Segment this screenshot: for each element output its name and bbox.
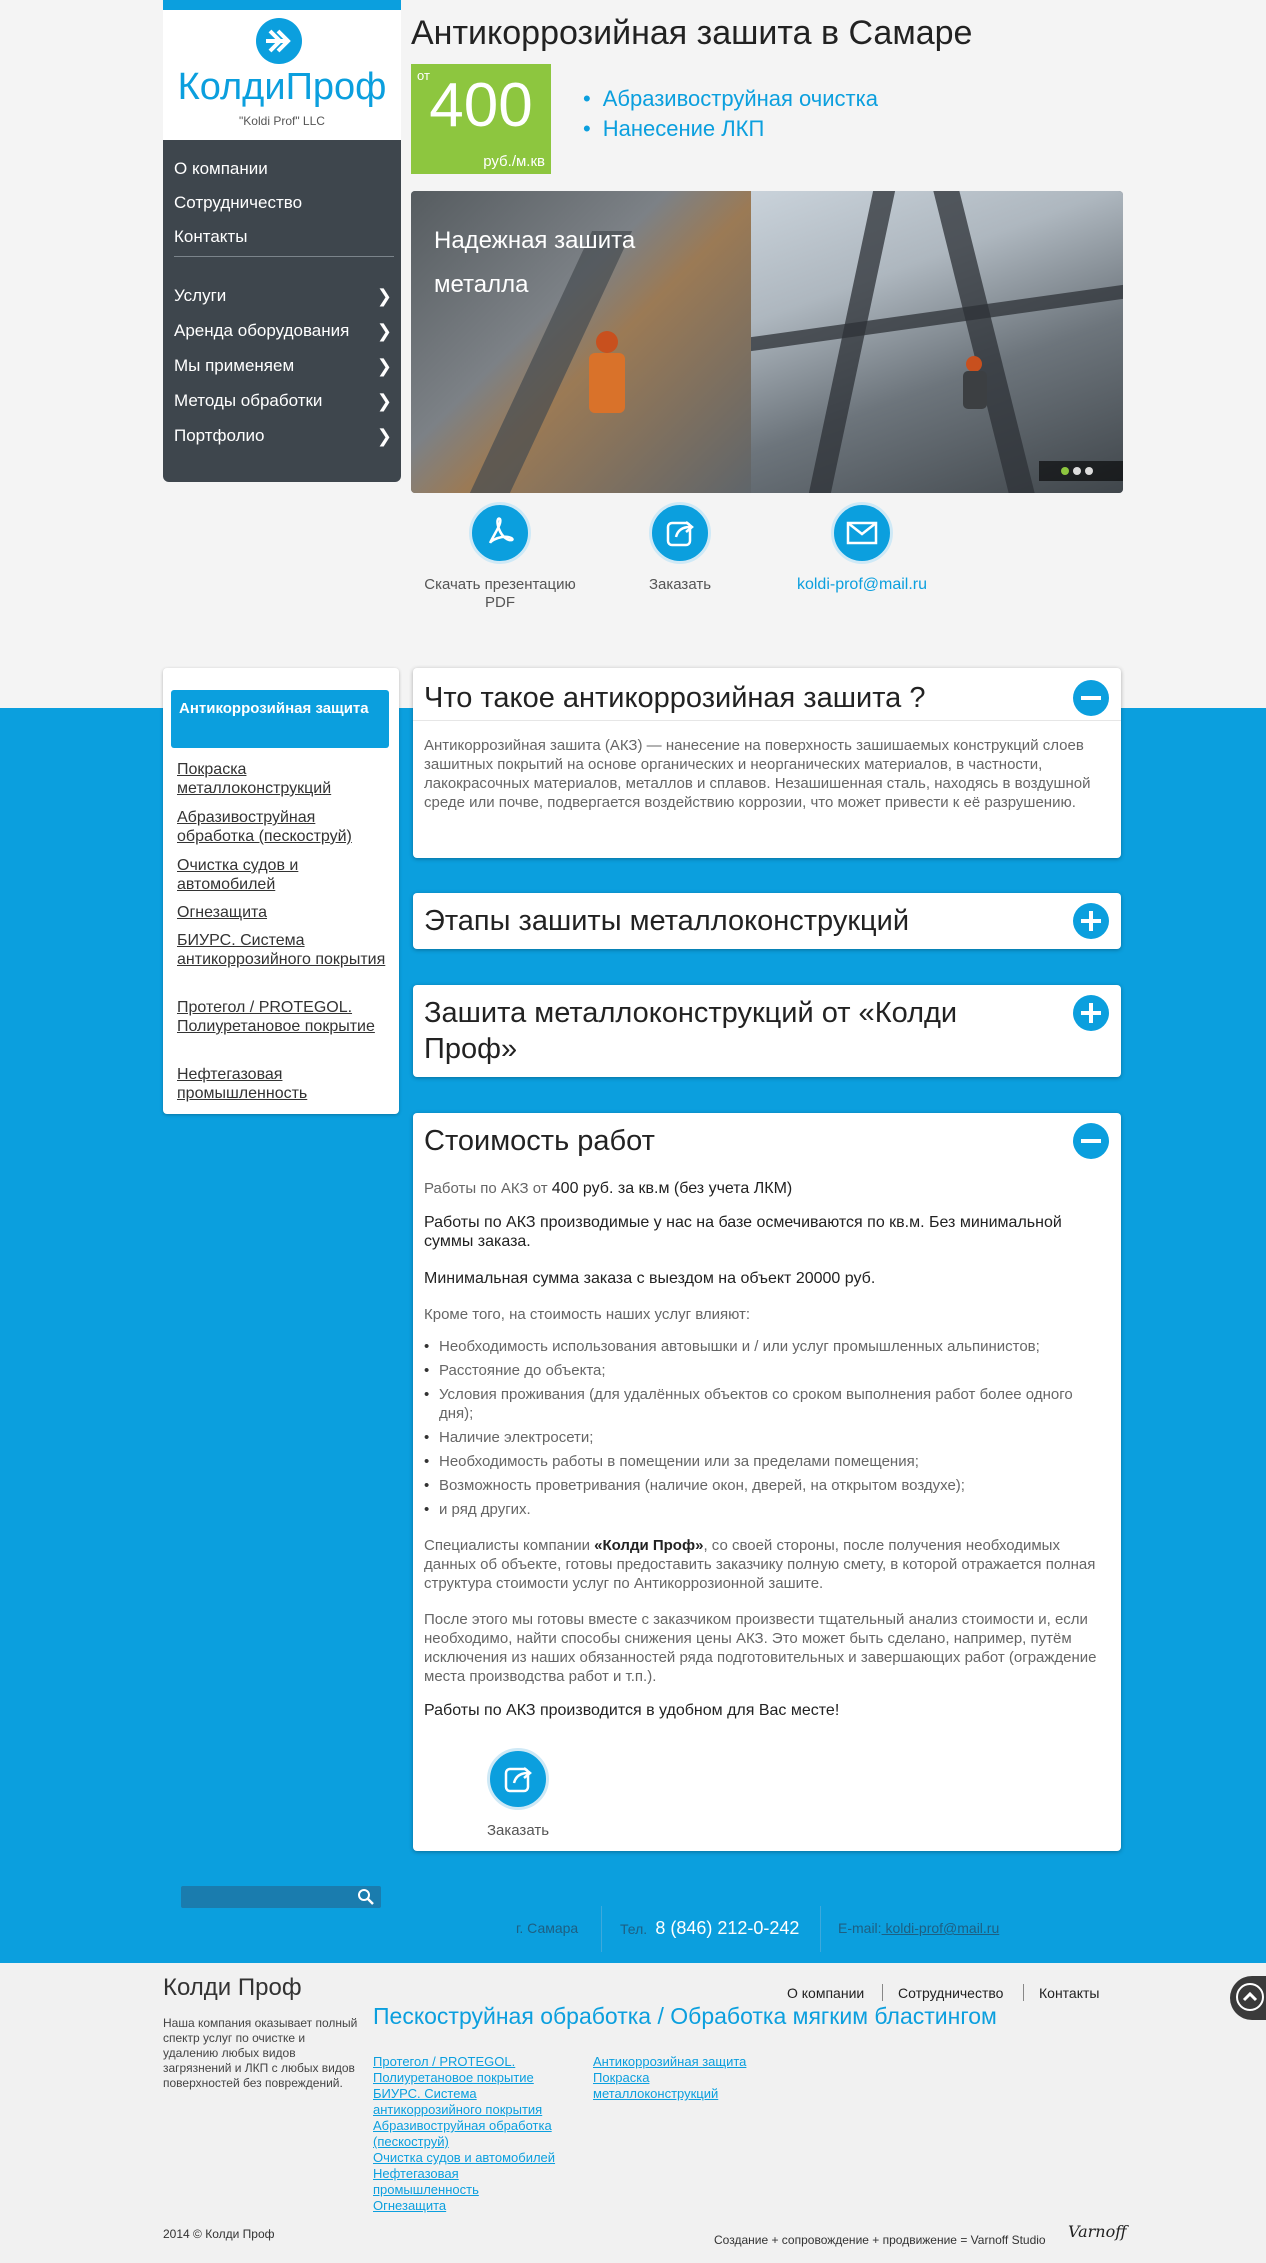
slider-pagination xyxy=(1039,461,1123,481)
chevron-right-icon: ❯ xyxy=(376,426,392,446)
email-action[interactable] xyxy=(776,502,948,594)
list-item: • Необходимость использования автовышки и / или услуг промышленных альпинистов; xyxy=(424,1337,1104,1356)
cost-location-note: Работы по АКЗ производится в удобном для Вас месте! xyxy=(424,1702,840,1719)
footer-description: Наша компания оказывает полный спектр услуг по очистке и удалению любых видов загрязнений и ЛКП с любых видов поверхностей без повреждений. xyxy=(163,2016,358,2090)
footer-link[interactable]: БИУРС. Система антикоррозийного покрытия xyxy=(373,2086,543,2117)
chevron-right-icon: ❯ xyxy=(376,321,392,341)
sidebar-item-active[interactable]: Антикоррозийная защита xyxy=(171,690,389,748)
service-item[interactable]: • Абразивоструйная очистка xyxy=(583,84,878,114)
sidebar-link[interactable]: Огнезащита xyxy=(177,904,268,921)
footer-link[interactable]: Покраска металлоконструкций xyxy=(593,2070,719,2101)
share-icon xyxy=(487,1748,549,1810)
accordion-stages xyxy=(413,893,1121,949)
chevron-right-icon: ❯ xyxy=(376,391,392,411)
menu-item-equipment-rental[interactable]: Аренда оборудования ❯ xyxy=(174,314,394,348)
collapse-toggle-icon[interactable] xyxy=(1073,680,1109,716)
cost-factors-intro: Кроме того, на стоимость наших услуг влияют: xyxy=(424,1306,751,1323)
divider xyxy=(882,1984,883,2001)
order-button[interactable] xyxy=(463,1748,573,1840)
cost-analysis-text: После этого мы готовы вместе с заказчиком произвести тщательный анализ стоимости и, если необходимо, найти способы снижения цены АКЗ. Это может быть сделано, например, путём исключения из наших обязанностей ряда подготовительных и завершающих работ (ограждение места производства работ и т.п.). xyxy=(424,1611,1097,1685)
logo[interactable] xyxy=(163,0,401,140)
list-item: • и ряд других. xyxy=(424,1500,1104,1519)
menu-divider xyxy=(174,256,394,257)
footer-copyright: 2014 © Колди Проф xyxy=(163,2227,275,2241)
cost-price-line: Работы по АКЗ от 400 руб. за кв.м (без учета ЛКМ) xyxy=(424,1180,793,1197)
contact-email[interactable]: E-mail: koldi-prof@mail.ru xyxy=(838,1920,1000,1936)
worker-figure xyxy=(963,371,987,409)
footer-link[interactable]: Антикоррозийная защита xyxy=(593,2054,747,2069)
accordion-title[interactable]: Стоимость работ xyxy=(424,1125,655,1157)
contact-city: г. Самара xyxy=(516,1920,579,1936)
contact-phone: Тел. 8 (846) 212-0-242 xyxy=(620,1918,800,1938)
main-menu xyxy=(163,140,401,482)
price-unit: руб./м.кв xyxy=(483,153,545,170)
cost-factors-list xyxy=(424,1337,1104,1524)
list-item: • Расстояние до объекта; xyxy=(424,1361,1104,1380)
divider xyxy=(413,720,1121,721)
expand-toggle-icon[interactable] xyxy=(1073,995,1109,1031)
search-icon[interactable] xyxy=(357,1888,375,1911)
sidebar-link[interactable]: Очистка судов и автомобилей xyxy=(177,857,299,893)
slider-dot-active[interactable] xyxy=(1061,467,1069,475)
menu-item-portfolio[interactable]: Портфолио ❯ xyxy=(174,419,394,453)
footer-link[interactable]: Нефтегазовая промышленность xyxy=(373,2166,479,2197)
menu-item-services[interactable]: Услуги ❯ xyxy=(174,279,394,313)
sidebar-link[interactable]: Покраска металлоконструкций xyxy=(177,761,332,797)
price-badge xyxy=(411,64,551,174)
footer-nav-about[interactable]: О компании xyxy=(787,1985,865,2001)
cost-base-note: Работы по АКЗ производимые у нас на базе осмечиваются по кв.м. Без минимальной суммы заказа. xyxy=(424,1214,1062,1250)
accordion-title[interactable]: Зашита металлоконструкций от «Колди Проф» xyxy=(424,997,958,1065)
menu-item-methods[interactable]: Методы обработки ❯ xyxy=(174,384,394,418)
pdf-icon xyxy=(469,502,531,564)
slider-dot[interactable] xyxy=(1085,467,1093,475)
sidebar-link[interactable]: Абразивоструйная обработка (пескоструй) xyxy=(177,809,352,845)
worker-helmet xyxy=(596,331,618,353)
slider-caption: Надежная зашита металла xyxy=(434,227,636,298)
cost-min-order: Минимальная сумма заказа с выездом на объект 20000 руб. xyxy=(424,1270,876,1287)
order-label: Заказать xyxy=(486,1822,550,1839)
footer-credit[interactable]: Создание + сопровождение + продвижение = Varnoff Studio xyxy=(714,2233,1046,2247)
sidebar-link[interactable]: Нефтегазовая промышленность xyxy=(177,1066,308,1102)
logo-name: КолдиПроф xyxy=(177,66,387,108)
scroll-up-button[interactable] xyxy=(1230,1976,1266,2020)
footer-link[interactable]: Абразивоструйная обработка (пескоструй) xyxy=(373,2118,552,2149)
share-icon xyxy=(649,502,711,564)
expand-toggle-icon[interactable] xyxy=(1073,903,1109,939)
logo-arrow-icon xyxy=(256,18,302,64)
order-action[interactable] xyxy=(620,502,740,594)
menu-item-contacts[interactable]: Контакты xyxy=(174,227,248,246)
download-pdf-label: Скачать презентацию PDF xyxy=(424,576,576,611)
menu-item-about[interactable]: О компании xyxy=(174,159,268,178)
accordion-title[interactable]: Что такое антикоррозийная зашита ? xyxy=(424,682,926,714)
footer-link[interactable]: Огнезащита xyxy=(373,2198,447,2213)
services-list xyxy=(583,84,878,144)
page-title: Антикоррозийная зашита в Самаре xyxy=(411,14,973,52)
cost-specialists-text: Специалисты компании «Колди Проф», со своей стороны, после получения необходимых данных об объекте, готовы предоставить заказчику полную смету, в которой отражается полная структура стоимости услуг по Антикоррозионной зашите. xyxy=(424,1537,1096,1592)
order-label: Заказать xyxy=(648,576,712,593)
footer-heading: Пескоструйная обработка / Обработка мягким бластингом xyxy=(373,2003,997,2029)
studio-logo[interactable]: Varnoff xyxy=(1068,2222,1127,2241)
service-item[interactable]: • Нанесение ЛКП xyxy=(583,114,878,144)
menu-item-cooperation[interactable]: Сотрудничество xyxy=(174,193,303,212)
divider xyxy=(1023,1984,1024,2001)
list-item: • Наличие электросети; xyxy=(424,1428,1104,1447)
price-from-label: от xyxy=(417,68,430,83)
worker-helmet xyxy=(966,356,982,372)
slider-dot[interactable] xyxy=(1073,467,1081,475)
divider xyxy=(601,1906,602,1952)
list-item: • Условия проживания (для удалённых объектов со сроком выполнения работ более одного дня); xyxy=(424,1385,1104,1423)
footer-link[interactable]: Очистка судов и автомобилей xyxy=(373,2150,556,2165)
logo-subtitle: "Koldi Prof" LLC xyxy=(239,114,325,128)
sidebar-link[interactable]: Протегол / PROTEGOL. Полиуретановое покрытие xyxy=(177,999,375,1035)
footer-nav-contacts[interactable]: Контакты xyxy=(1039,1985,1100,2001)
accordion-koldi xyxy=(413,985,1121,1077)
email-link[interactable]: koldi-prof@mail.ru xyxy=(796,576,928,593)
footer-brand: Колди Проф xyxy=(163,1974,302,2001)
image-slider[interactable] xyxy=(411,191,1123,493)
chevron-right-icon: ❯ xyxy=(376,286,392,306)
services-sidebar xyxy=(163,668,399,1114)
mail-icon xyxy=(831,502,893,564)
accordion-what-is xyxy=(413,668,1121,858)
accordion-cost xyxy=(413,1113,1121,1851)
list-item: • Возможность проветривания (наличие окон, дверей, на открытом воздухе); xyxy=(424,1476,1104,1495)
list-item: • Необходимость работы в помещении или за пределами помещения; xyxy=(424,1452,1104,1471)
accordion-text: Антикоррозийная зашита (АКЗ) — нанесение на поверхность зашишаемых конструкций слоев зашитных покрытий на основе органических и неорганических материалов, в частности, лакокрасочных материалов, металлов и сплавов. Незашишенная сталь, находясь в воздушной среде или почве, подвергается воздействию коррозии, что может привести к её разрушению. xyxy=(424,737,1091,811)
divider xyxy=(820,1906,821,1952)
menu-item-we-use[interactable]: Мы применяем ❯ xyxy=(174,349,394,383)
chevron-right-icon: ❯ xyxy=(376,356,392,376)
price-value: 400 xyxy=(429,71,533,140)
download-pdf-action[interactable] xyxy=(412,502,588,612)
footer-nav-cooperation[interactable]: Сотрудничество xyxy=(898,1985,1004,2001)
search-input[interactable] xyxy=(181,1886,381,1908)
worker-figure xyxy=(589,353,625,413)
logo-top-bar xyxy=(163,0,401,10)
collapse-toggle-icon[interactable] xyxy=(1073,1123,1109,1159)
accordion-title[interactable]: Этапы зашиты металлоконструкций xyxy=(424,905,910,937)
chevron-up-icon xyxy=(1236,1983,1264,2011)
footer-link[interactable]: Протегол / PROTEGOL. Полиуретановое покрытие xyxy=(373,2054,534,2085)
sidebar-link[interactable]: БИУРС. Система антикоррозийного покрытия xyxy=(177,932,386,968)
